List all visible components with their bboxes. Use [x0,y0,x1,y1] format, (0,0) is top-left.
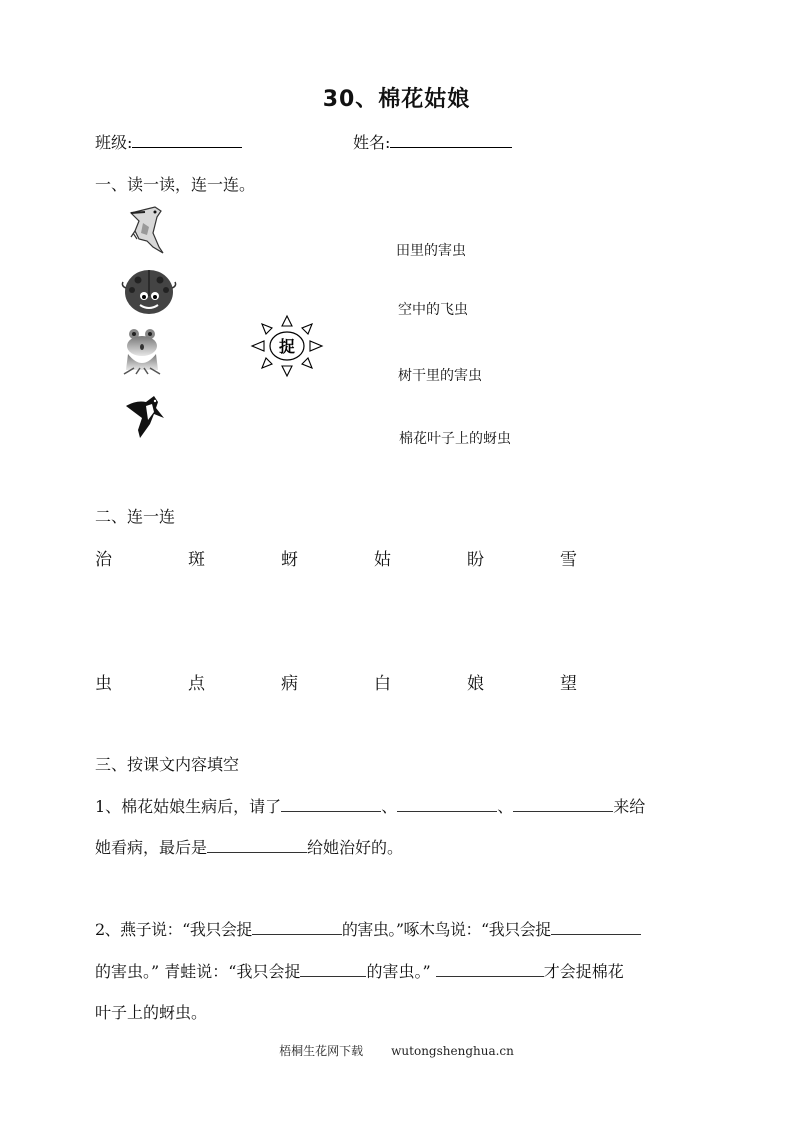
class-field [95,130,242,153]
top-char[interactable]: 雪 [560,550,577,570]
class-label: 班级: [95,133,133,152]
top-char[interactable]: 蚜 [281,550,298,570]
bird-icon [125,203,167,255]
phrase-flying-insects: 空中的飞虫 [398,302,468,318]
q1-blank-2[interactable] [397,797,497,812]
top-char[interactable]: 盼 [467,550,484,570]
q1-blank-1[interactable] [281,797,381,812]
q2-blank-3[interactable] [300,962,366,977]
top-char[interactable]: 斑 [188,550,205,570]
section3-heading: 三、按课文内容填空 [95,755,240,774]
page-title: 30、棉花姑娘 [322,87,471,112]
top-char[interactable]: 姑 [374,550,391,570]
q2-blank-4[interactable] [436,962,544,977]
top-char[interactable]: 治 [95,550,112,570]
q2-blank-2[interactable] [551,920,641,935]
phrase-field-pests: 田里的害虫 [396,243,466,259]
bottom-char[interactable]: 白 [374,674,391,694]
name-field [353,130,512,153]
q2-blank-1[interactable] [252,920,342,935]
sun-catch-icon [250,314,324,378]
footer [0,1042,793,1059]
phrase-aphids: 棉花叶子上的蚜虫 [399,431,511,447]
name-label: 姓名: [353,133,391,152]
ladybug-icon [118,266,180,316]
q2-line3: 叶子上的蚜虫。 [95,1003,208,1022]
bottom-char[interactable]: 望 [560,674,577,694]
bottom-char[interactable]: 病 [281,674,298,694]
svg-text:捉: 捉 [278,337,296,356]
section1-heading: 一、读一读，连一连。 [95,175,256,194]
q1-line2: 她看病，最后是 给她治好的。 [95,838,404,857]
bottom-char[interactable]: 娘 [467,674,484,694]
frog-icon [122,328,162,378]
phrase-trunk-pests: 树干里的害虫 [398,368,482,384]
q2-line1: 2、燕子说：“我只会捉 的害虫。”啄木鸟说：“我只会捉 [95,917,641,940]
swallow-icon [124,392,166,440]
q2-line2: 的害虫。” 青蛙说：“我只会捉 的害虫。” 才会捉棉花 [95,962,624,981]
bottom-char[interactable]: 虫 [95,674,112,694]
class-blank[interactable] [132,131,242,148]
footer-source: 梧桐生花网下载 [279,1044,364,1058]
q1-blank-4[interactable] [207,838,307,853]
q1-line1: 1、棉花姑娘生病后，请了 、 、 来给 [95,797,646,816]
q1-blank-3[interactable] [513,797,613,812]
section2-heading: 二、连一连 [95,507,176,526]
bottom-char[interactable]: 点 [188,674,205,694]
name-blank[interactable] [390,131,512,148]
footer-url[interactable]: wutongshenghua.cn [391,1044,514,1058]
